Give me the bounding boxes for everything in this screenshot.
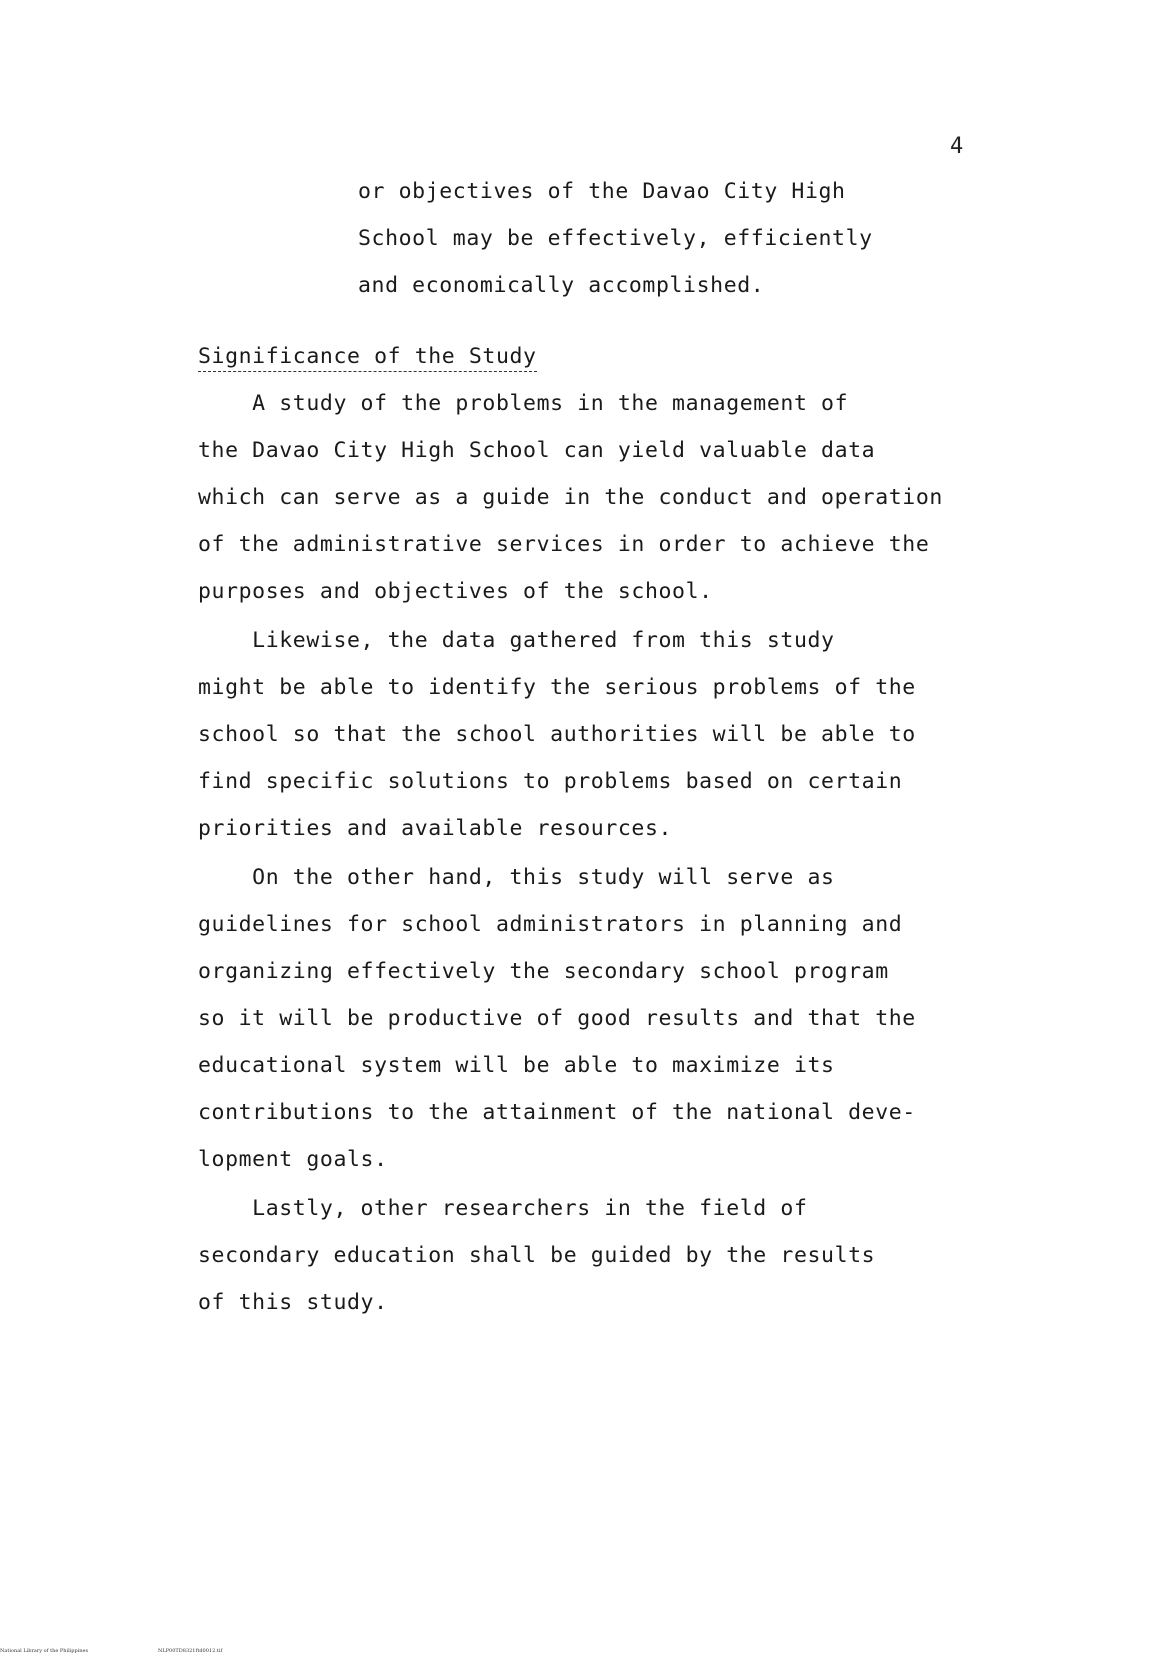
paragraph-1-line-3: which can serve as a guide in the conduct and operation [198,485,943,510]
footer-library-label: National Library of the Philippines [0,1648,89,1654]
paragraph-4-line-3: of this study. [198,1290,388,1315]
paragraph-2-line-3: school so that the school authorities will be able to [198,722,916,747]
intro-line-3: and economically accomplished. [358,273,765,298]
paragraph-3-line-2: guidelines for school administrators in planning and [198,912,903,937]
paragraph-3-line-3: organizing effectively the secondary school program [198,959,889,984]
paragraph-3-line-4: so it will be productive of good results and that the [198,1006,916,1031]
paragraph-4-line-1: Lastly, other researchers in the field of [198,1196,808,1221]
paragraph-1-line-1: A study of the problems in the management of [198,391,849,416]
footer-file-label: NLP00TD8321ftd0012.tif [158,1648,223,1654]
section-heading: Significance of the Study [198,343,537,372]
paragraph-1-line-5: purposes and objectives of the school. [198,579,713,604]
paragraph-3-line-5: educational system will be able to maximize its [198,1053,835,1078]
paragraph-2-line-4: find specific solutions to problems based on certain [198,769,903,794]
intro-line-1: or objectives of the Davao City High [358,179,846,204]
paragraph-3-line-7: lopment goals. [198,1147,388,1172]
page-number: 4 [950,134,964,159]
paragraph-1-line-4: of the administrative services in order to achieve the [198,532,930,557]
paragraph-1-line-2: the Davao City High School can yield valuable data [198,438,876,463]
paragraph-3-line-6: contributions to the attainment of the national deve- [198,1100,916,1125]
paragraph-2-line-5: priorities and available resources. [198,816,673,841]
paragraph-2-line-2: might be able to identify the serious problems of the [198,675,916,700]
paragraph-2-line-1: Likewise, the data gathered from this study [198,628,835,653]
paragraph-4-line-2: secondary education shall be guided by the results [198,1243,876,1268]
paragraph-3-line-1: On the other hand, this study will serve as [198,865,835,890]
intro-line-2: School may be effectively, efficiently [358,226,873,251]
